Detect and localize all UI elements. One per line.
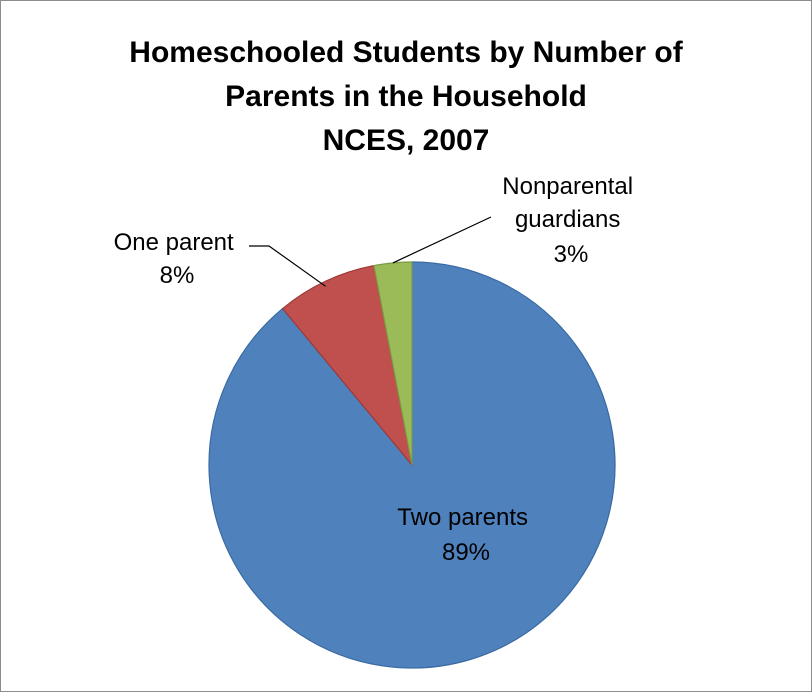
chart-title-line-1: Homeschooled Students by Number of <box>129 36 683 69</box>
label-two-parents-value: 89% <box>441 539 491 566</box>
label-nonparental-guardians <box>502 173 639 268</box>
label-nonparental-line-2: guardians <box>514 206 621 233</box>
label-two-parents-name: Two parents <box>397 504 529 531</box>
chart-title-line-2: Parents in the Household <box>225 80 587 113</box>
leader-line-nonparental-guardians <box>393 217 491 263</box>
leader-line-one-parent <box>249 246 326 286</box>
chart-title-line-3: NCES, 2007 <box>322 124 490 157</box>
label-one-parent-value: 8% <box>159 262 195 289</box>
pie-plot <box>1 1 811 691</box>
label-one-parent-name: One parent <box>113 229 234 256</box>
label-nonparental-value: 3% <box>553 241 589 268</box>
label-nonparental-line-1: Nonparental <box>502 173 634 200</box>
label-one-parent <box>114 229 241 289</box>
